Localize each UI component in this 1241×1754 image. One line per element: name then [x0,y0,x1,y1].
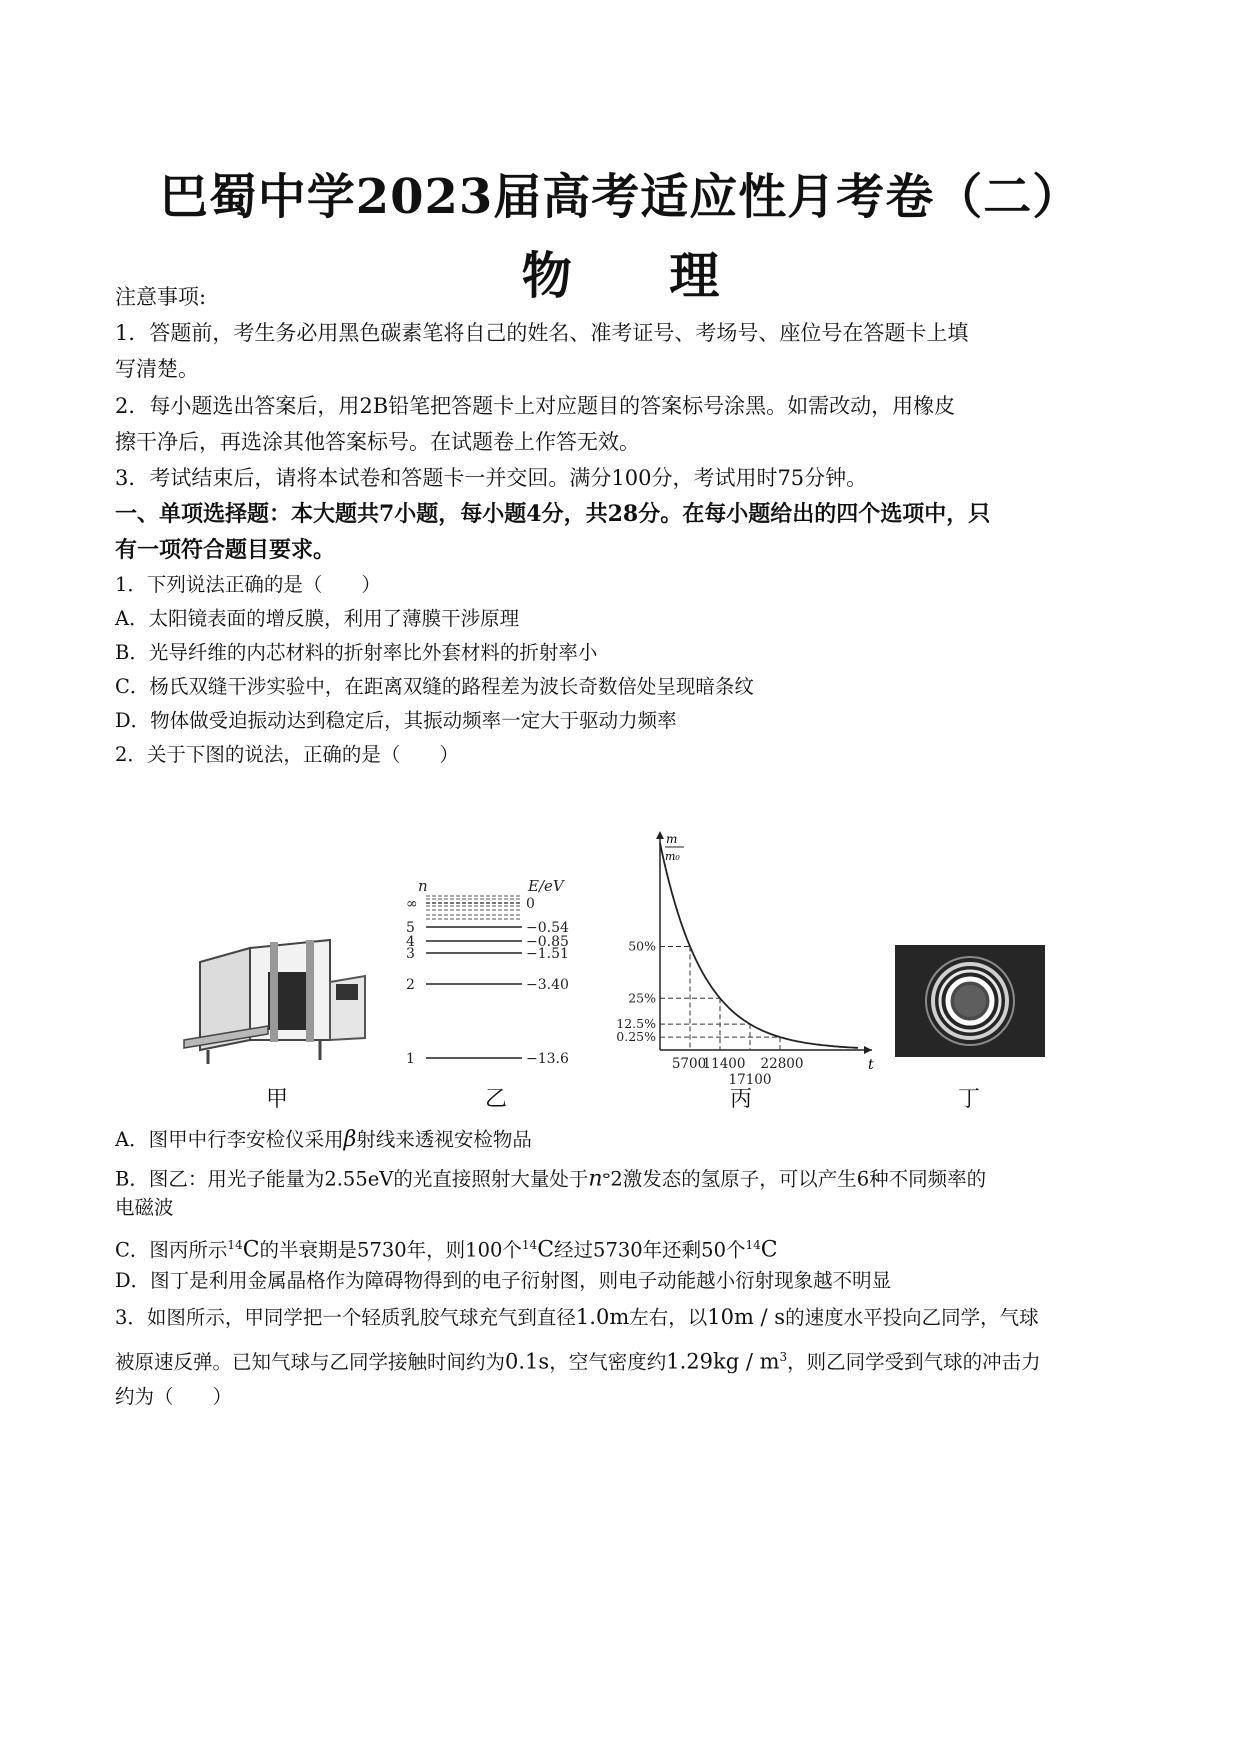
figure-bing-decay-chart [610,825,880,1085]
decay-y-tick: 12.5% [616,1016,656,1032]
exam-title: 巴蜀中学2023届高考适应性月考卷（二） [159,169,1082,225]
decay-x-tick: 11400 [702,1056,746,1072]
q3-line-3: 约为（ ） [115,1385,233,1408]
energy-level-n: 5 [406,920,415,936]
energy-level-n: 4 [406,934,415,950]
decay-y-tick: 50% [628,938,656,954]
energy-e-label: E/eV [528,877,564,895]
caption-ding: 丁 [958,1087,981,1112]
energy-level-n: 2 [406,977,415,993]
energy-level-e: −0.85 [526,934,569,950]
q1-stem: 1．下列说法正确的是（ ） [115,573,381,596]
note-2-line-1: 2．每小题选出答案后，用2B铅笔把答题卡上对应题目的答案标号涂黑。如需改动，用橡皮 [115,394,956,418]
decay-xlabel: t [868,1057,874,1073]
energy-level-e: 0 [526,896,535,912]
q3-line-1: 3．如图所示，甲同学把一个轻质乳胶气球充气到直径1.0m左右，以10m / s的速度水平投向乙同学，气球 [115,1305,1039,1329]
decay-x-tick: 17100 [728,1072,772,1085]
energy-level-e: −3.40 [526,977,569,993]
energy-level-n: 3 [406,946,415,962]
subject-title: 物 理 [521,246,760,305]
note-2-line-2: 擦干净后，再选涂其他答案标号。在试题卷上作答无效。 [115,430,640,454]
q2-option-b: B．图乙：用光子能量为2.55eV的光直接照射大量处于$n^ⴰ2$激发态的氢原子，可以产生6种不同频率的 [115,1166,987,1192]
decay-curve [660,843,858,1048]
q2-option-a: A．图甲中行李安检仪采用β射线来透视安检物品 [115,1127,532,1152]
decay-y-tick: 0.25% [616,1029,656,1045]
decay-ylabel-den: m₀ [665,850,680,863]
energy-level-e: −1.51 [526,946,569,962]
q1-option-a: A．太阳镜表面的增反膜，利用了薄膜干涉原理 [115,607,520,630]
q2-option-d: D．图丁是利用金属晶格作为障碍物得到的电子衍射图，则电子动能越小衍射现象越不明显 [115,1269,892,1292]
q1-option-b: B．光导纤维的内芯材料的折射率比外套材料的折射率小 [115,641,598,664]
q1-option-c: C．杨氏双缝干涉实验中，在距离双缝的路程差为波长奇数倍处呈现暗条纹 [115,675,754,698]
figure-jia-baggage-scanner [180,900,370,1080]
notes-heading: 注意事项: [115,285,207,309]
section-1-heading-line-2: 有一项符合题目要求。 [115,537,336,563]
caption-bing: 丙 [730,1087,753,1112]
q2-option-c: C．图丙所示$^{14}$C的半衰期是5730年，则100个$^{14}$C经过5730年还剩50个$^{14}$C [115,1237,778,1263]
caption-yi: 乙 [485,1087,508,1112]
energy-level-n: ∞ [406,896,418,912]
note-3: 3．考试结束后，请将本试卷和答题卡一并交回。满分100分，考试用时75分钟。 [115,466,868,490]
energy-level-e: −0.54 [526,920,569,936]
section-1-heading-line-1: 一、单项选择题：本大题共7小题，每小题4分，共28分。在每小题给出的四个选项中，只 [115,501,991,527]
energy-level-n: 1 [406,1051,415,1067]
energy-n-label: n [418,877,428,895]
note-1-line-2: 写清楚。 [115,357,199,381]
figure-ding-diffraction-image [895,945,1045,1057]
q3-line-2: 被原速反弹。已知气球与乙同学接触时间约为0.1s，空气密度约$1.29kg / m^3$，则乙同学受到气球的冲击力 [115,1349,1041,1374]
figure-yi-energy-levels [400,875,600,1085]
decay-x-tick: 22800 [760,1056,804,1072]
decay-ylabel-num: m [666,832,678,846]
energy-level-e: −13.6 [526,1051,569,1067]
decay-y-tick: 25% [628,990,656,1006]
q2-stem: 2．关于下图的说法，正确的是（ ） [115,743,459,766]
caption-jia: 甲 [266,1087,289,1112]
q2-option-b-line-2: 电磁波 [115,1196,174,1219]
q1-option-d: D．物体做受迫振动达到稳定后，其振动频率一定大于驱动力频率 [115,709,677,732]
decay-x-tick: 5700 [671,1056,707,1072]
note-1-line-1: 1．答题前，考生务必用黑色碳素笔将自己的姓名、准考证号、考场号、座位号在答题卡上填 [115,321,969,345]
